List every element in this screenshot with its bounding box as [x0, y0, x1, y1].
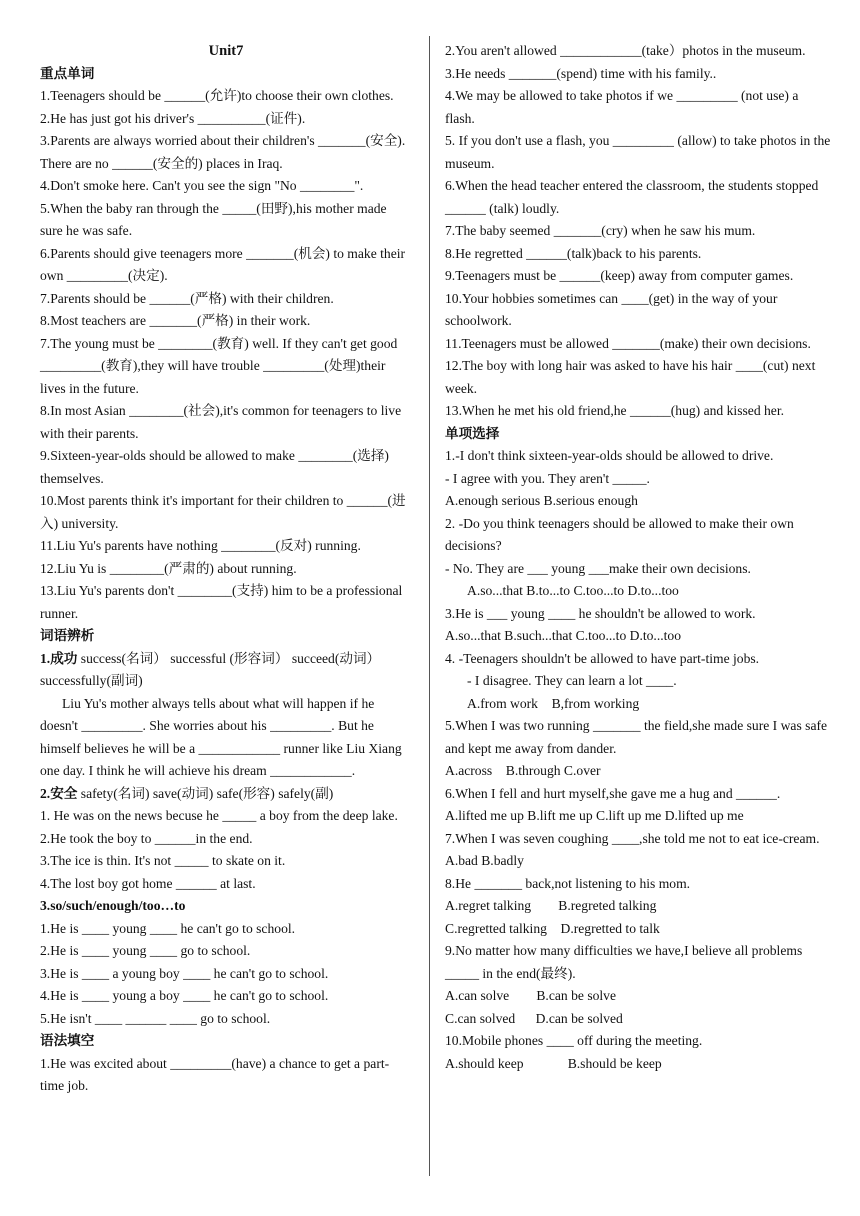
- question-text: 6.When I fell and hurt myself,she gave me a hug and ______.: [445, 785, 781, 801]
- question-options: C.regretted talking D.regretted to talk: [445, 920, 660, 936]
- so-such-item: 1.He is ____ young ____ he can't go to school.: [40, 920, 296, 936]
- section-heading-word-analysis: 词语辨析: [40, 628, 95, 643]
- question-item: [445, 873, 831, 941]
- question-options: C.can solved D.can be solved: [445, 1010, 623, 1026]
- question-item: [445, 828, 831, 873]
- vocab-item: 13.Liu Yu's parents don't ________(支持) him to be a professional runner.: [40, 583, 403, 621]
- vocab-item: 6.Parents should give teenagers more _______(机会) to make their own _________(决定).: [40, 245, 406, 283]
- section-heading-key-words: 重点单词: [40, 65, 95, 81]
- question-text: - No. They are ___ young ___make their own decisions.: [445, 560, 751, 576]
- vocab-item: 2.He has just got his driver's __________(证件).: [40, 110, 306, 126]
- question-options: A.enough serious B.serious enough: [445, 493, 638, 508]
- so-such-item: 3.He is ____ a young boy ____ he can't go to school.: [40, 965, 329, 981]
- grammar-item: 10.Your hobbies sometimes can ____(get) in the way of your schoolwork.: [445, 290, 778, 328]
- grammar-item: 6.When the head teacher entered the classroom, the students stopped ______ (talk) loudly.: [445, 178, 819, 216]
- grammar-item: 4.We may be allowed to take photos if we _________ (not use) a flash.: [445, 88, 799, 126]
- vocab-item: 1.Teenagers should be ______(允许)to choose their own clothes.: [40, 88, 394, 103]
- vocab-item: 12.Liu Yu is ________(严肃的) about running.: [40, 560, 297, 576]
- subsection-safety-forms: safety(名词) save(动词) safe(形容) safely(副): [77, 785, 334, 801]
- subsection-success: [40, 648, 412, 693]
- grammar-item: 9.Teenagers must be ______(keep) away from computer games.: [445, 268, 794, 283]
- safety-exercise-list: [40, 805, 412, 895]
- question-item: [445, 445, 831, 513]
- vocab-item: 10.Most parents think it's important for their children to ______(进入) university.: [40, 493, 406, 531]
- question-item: [445, 715, 831, 783]
- grammar-item: 5. If you don't use a flash, you _________ (allow) to take photos in the museum.: [445, 133, 831, 171]
- vocab-list: [40, 85, 412, 625]
- question-item: [445, 603, 831, 648]
- vocab-item: 7.Parents should be ______(严格) with their children.: [40, 290, 334, 306]
- question-options: A.across B.through C.over: [445, 763, 601, 778]
- grammar-item: 12.The boy with long hair was asked to have his hair ____(cut) next week.: [445, 358, 816, 396]
- so-such-item: 5.He isn't ____ ______ ____ go to school.: [40, 1010, 271, 1026]
- subsection-so-such-heading: 3.so/such/enough/too…to: [40, 898, 186, 913]
- vocab-item: 7.The young must be ________(教育) well. If they can't get good _________(教育),they will have trouble _________(处理)their lives in the future.: [40, 335, 398, 396]
- section-heading-multiple-choice: 单项选择: [445, 425, 500, 441]
- safety-item: 4.The lost boy got home ______ at last.: [40, 875, 256, 891]
- question-text: 5.When I was two running _______ the field,she made sure I was safe and kept me away from dander.: [445, 718, 828, 756]
- grammar-item: 8.He regretted ______(talk)back to his parents.: [445, 245, 702, 261]
- column-divider: [429, 36, 430, 1176]
- vocab-item: 8.Most teachers are _______(严格) in their work.: [40, 313, 311, 328]
- subsection-safety: [40, 783, 412, 806]
- multiple-choice-list: [445, 445, 831, 1075]
- so-such-item: 2.He is ____ young ____ go to school.: [40, 943, 251, 958]
- question-text: 10.Mobile phones ____ off during the meeting.: [445, 1033, 703, 1048]
- question-text: 7.When I was seven coughing ____,she told me not to eat ice-cream. A.bad B.badly: [445, 830, 820, 868]
- question-item: [445, 648, 831, 716]
- question-text: - I disagree. They can learn a lot ____.: [467, 673, 677, 688]
- question-options: A.should keep B.should be keep: [445, 1055, 662, 1071]
- vocab-item: 11.Liu Yu's parents have nothing ________(反对) running.: [40, 538, 361, 553]
- question-text: - I agree with you. They aren't _____.: [445, 470, 650, 486]
- grammar-item: 3.He needs _______(spend) time with his family..: [445, 65, 717, 81]
- left-column: [40, 40, 412, 1098]
- vocab-item: 4.Don't smoke here. Can't you see the sign "No ________".: [40, 178, 364, 193]
- question-text: 8.He _______ back,not listening to his mom.: [445, 875, 691, 891]
- safety-item: 2.He took the boy to ______in the end.: [40, 830, 253, 846]
- success-paragraph: Liu Yu's mother always tells about what will happen if he doesn't _________. She worries about his _________. But he himself believes he will be a ____________ runner like Liu Xiang one day. I think he will achieve his dream ____________.: [40, 695, 402, 778]
- question-options: A.so...that B.to...to C.too...to D.to...too: [467, 583, 679, 598]
- question-options: A.regret talking B.regreted talking: [445, 898, 657, 913]
- grammar-exercise-list: [445, 40, 831, 423]
- subsection-success-forms: success(名词） successful (形容词） succeed(动词）successfully(副词): [40, 650, 381, 688]
- question-text: 4. -Teenagers shouldn't be allowed to have part-time jobs.: [445, 650, 760, 666]
- vocab-item: 9.Sixteen-year-olds should be allowed to make ________(选择) themselves.: [40, 448, 389, 486]
- so-such-item: 4.He is ____ young a boy ____ he can't go to school.: [40, 988, 329, 1003]
- question-text: 3.He is ___ young ____ he shouldn't be allowed to work.: [445, 605, 756, 621]
- question-text: 2. -Do you think teenagers should be allowed to make their own decisions?: [445, 515, 794, 553]
- grammar-item: 1.He was excited about _________(have) a chance to get a part-time job.: [40, 1055, 390, 1093]
- vocab-item: 3.Parents are always worried about their children's _______(安全). There are no ______(安全的) places in Iraq.: [40, 133, 406, 171]
- safety-item: 3.The ice is thin. It's not _____ to skate on it.: [40, 853, 286, 868]
- page-title: Unit7: [208, 43, 244, 59]
- question-item: [445, 1030, 831, 1075]
- subsection-safety-label: 2.安全: [40, 785, 78, 801]
- grammar-item: 13.When he met his old friend,he ______(hug) and kissed her.: [445, 403, 785, 418]
- vocab-item: 5.When the baby ran through the _____(田野),his mother made sure he was safe.: [40, 200, 387, 238]
- subsection-success-label: 1.成功: [40, 650, 78, 666]
- section-heading-grammar-fill: 语法填空: [40, 1033, 95, 1048]
- grammar-item: 2.You aren't allowed ____________(take）photos in the museum.: [445, 43, 806, 58]
- question-options: A.can solve B.can be solve: [445, 988, 617, 1003]
- question-item: [445, 940, 831, 1030]
- vocab-item: 8.In most Asian ________(社会),it's common for teenagers to live with their parents.: [40, 403, 402, 441]
- so-such-exercise-list: [40, 918, 412, 1031]
- question-text: 1.-I don't think sixteen-year-olds should be allowed to drive.: [445, 448, 774, 463]
- question-options: A.so...that B.such...that C.too...to D.to...too: [445, 628, 681, 643]
- question-options: A.from work B,from working: [467, 695, 640, 711]
- question-options: A.lifted me up B.lift me up C.lift up me D.lifted up me: [445, 808, 744, 823]
- question-text: 9.No matter how many difficulties we have,I believe all problems _____ in the end(最终).: [445, 943, 803, 981]
- question-item: [445, 513, 831, 603]
- grammar-item: 11.Teenagers must be allowed _______(make) their own decisions.: [445, 335, 811, 351]
- grammar-item: 7.The baby seemed _______(cry) when he saw his mum.: [445, 223, 756, 238]
- right-column: [445, 40, 831, 1075]
- safety-item: 1. He was on the news becuse he _____ a boy from the deep lake.: [40, 808, 398, 823]
- question-item: [445, 783, 831, 828]
